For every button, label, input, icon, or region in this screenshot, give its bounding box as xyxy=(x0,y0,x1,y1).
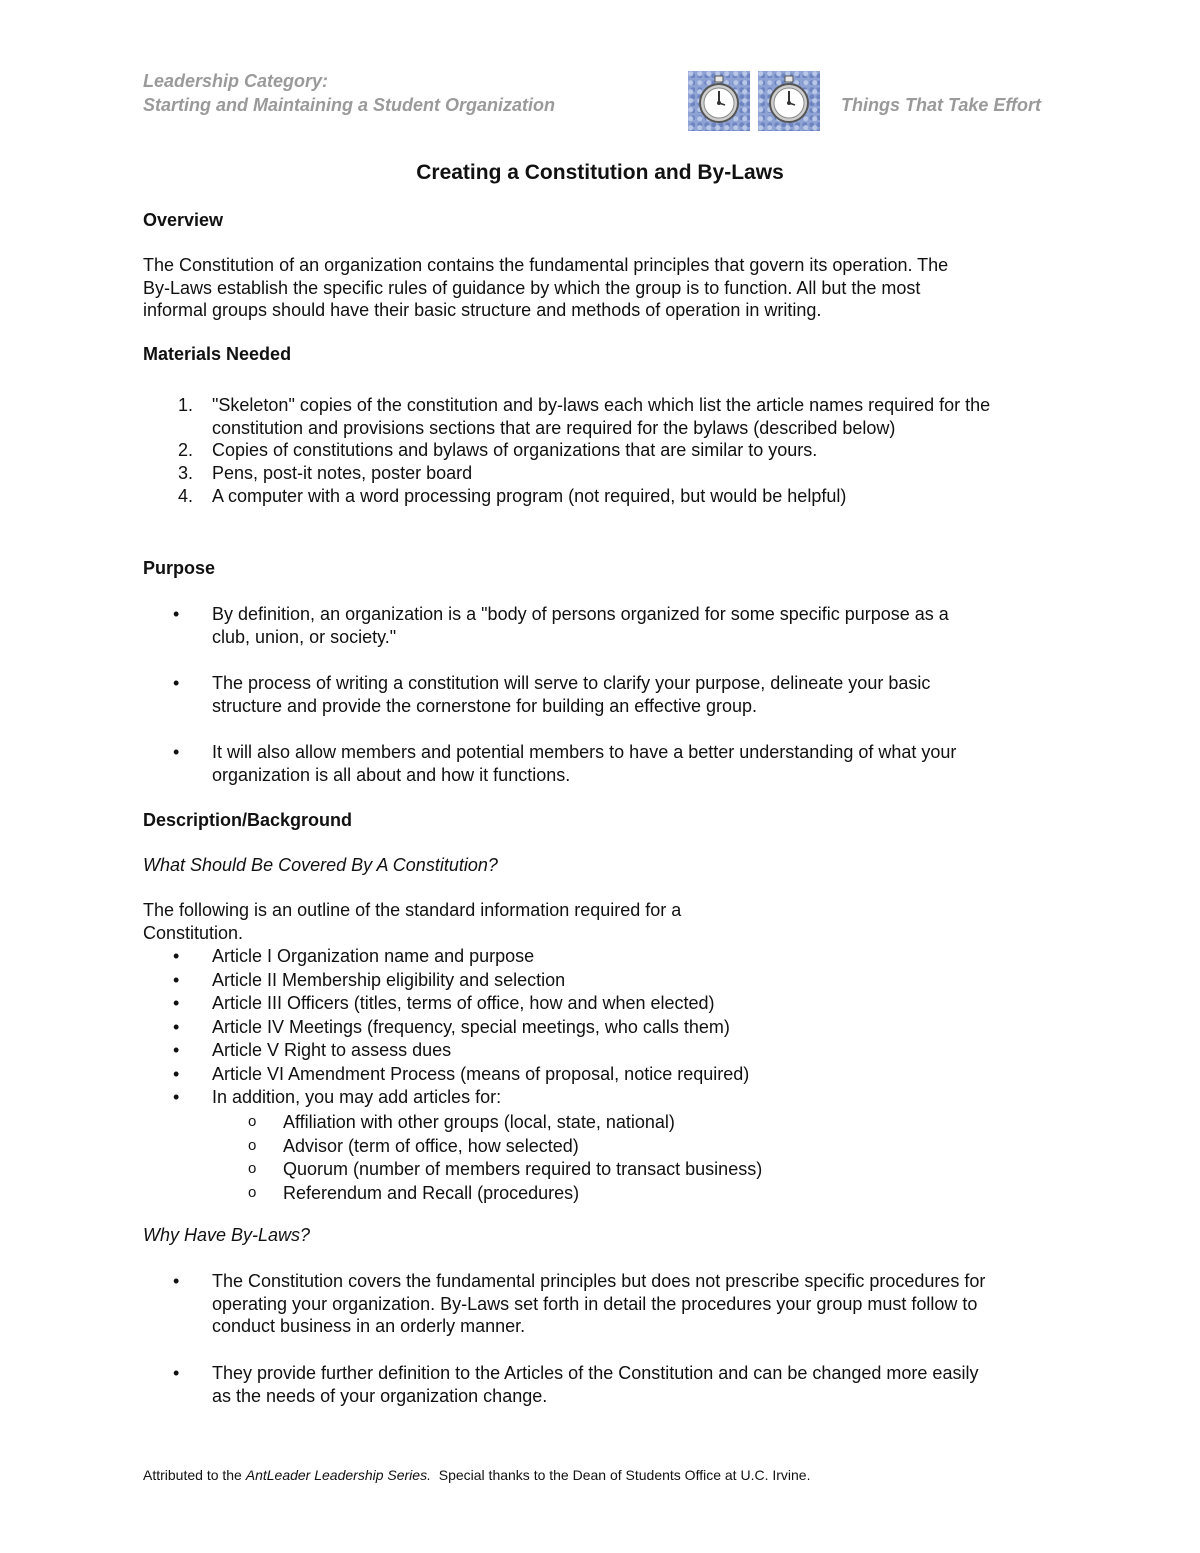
list-item-line: The Constitution covers the fundamental principles but does not prescribe specific procedures for xyxy=(212,1271,986,1291)
article-label: Article V Right to assess dues xyxy=(212,1040,452,1060)
optional-article-label: Advisor (term of office, how selected) xyxy=(283,1135,579,1156)
bullet-glyph: • xyxy=(173,993,180,1013)
intro-line: The following is an outline of the standard information required for a xyxy=(143,900,682,920)
header-subcategory: Starting and Maintaining a Student Organization xyxy=(143,95,556,115)
optional-article-label: Quorum (number of members required to transact business) xyxy=(283,1159,763,1179)
list-item xyxy=(173,672,930,717)
list-item-line: constitution and provisions sections that are required for the bylaws (described below) xyxy=(212,417,896,438)
list-item-line: Pens, post-it notes, poster board xyxy=(212,463,473,483)
list-item-line: Copies of constitutions and bylaws of organizations that are similar to yours. xyxy=(212,440,818,460)
stopwatch-icon xyxy=(688,71,750,131)
list-item-line: "Skeleton" copies of the constitution and by-laws each which list the article names required for the xyxy=(212,395,991,415)
list-item xyxy=(173,741,956,786)
list-item-line: The process of writing a constitution will serve to clarify your purpose, delineate your basic xyxy=(212,673,931,693)
bullet-glyph: • xyxy=(173,1363,180,1383)
overview-paragraph xyxy=(143,254,948,322)
list-item-line: conduct business in an orderly manner. xyxy=(212,1316,526,1336)
list-number: 4. xyxy=(177,486,193,506)
footer-series: AntLeader Leadership Series. xyxy=(245,1467,431,1483)
bullet-glyph: • xyxy=(173,1271,180,1291)
intro-line: Constitution. xyxy=(143,922,244,943)
stopwatch-icon xyxy=(758,71,820,131)
materials-heading: Materials Needed xyxy=(143,344,292,364)
list-item-line: structure and provide the cornerstone for building an effective group. xyxy=(212,695,758,716)
list-item xyxy=(248,1135,762,1158)
list-item xyxy=(173,1086,749,1109)
list-item xyxy=(173,992,749,1015)
list-item xyxy=(173,1016,749,1039)
article-label: Article II Membership eligibility and selection xyxy=(212,969,566,990)
optional-article-label: Affiliation with other groups (local, state, national) xyxy=(283,1112,675,1132)
article-label: Article VI Amendment Process (means of proposal, notice required) xyxy=(212,1063,750,1084)
sub-bullet-glyph: o xyxy=(248,1183,257,1201)
list-item xyxy=(173,1270,985,1338)
list-number: 3. xyxy=(177,463,193,483)
header-effort-label: Things That Take Effort xyxy=(841,95,1042,115)
constitution-intro xyxy=(143,899,681,944)
constitution-subheading: What Should Be Covered By A Constitution? xyxy=(143,855,498,875)
list-item xyxy=(248,1111,762,1134)
list-item xyxy=(173,1063,749,1086)
footer-prefix: Attributed to the xyxy=(143,1467,246,1483)
bullet-glyph: • xyxy=(173,742,180,762)
header-category: Leadership Category: xyxy=(143,71,329,91)
sub-bullet-glyph: o xyxy=(248,1160,257,1177)
list-item-line: A computer with a word processing program (not required, but would be helpful) xyxy=(212,486,847,506)
bullet-glyph: • xyxy=(173,604,180,624)
list-item xyxy=(248,1158,762,1181)
page-title: Creating a Constitution and By-Laws xyxy=(416,161,784,184)
list-item xyxy=(163,485,1083,508)
overview-line: By-Laws establish the specific rules of guidance by which the group is to function. All but the most xyxy=(143,277,921,298)
bylaws-subheading: Why Have By-Laws? xyxy=(143,1225,311,1245)
purpose-heading: Purpose xyxy=(143,558,216,578)
list-item xyxy=(248,1182,762,1205)
sub-bullet-glyph: o xyxy=(248,1136,257,1154)
bullet-glyph: • xyxy=(173,1087,180,1107)
overview-line: The Constitution of an organization contains the fundamental principles that govern its operation. The xyxy=(143,255,949,275)
bullet-glyph: • xyxy=(173,1063,180,1084)
overview-heading: Overview xyxy=(143,210,224,230)
bullet-glyph: • xyxy=(173,673,180,693)
article-label: Article IV Meetings (frequency, special meetings, who calls them) xyxy=(212,1016,730,1037)
list-item xyxy=(163,439,1083,462)
bullet-glyph: • xyxy=(173,946,180,966)
article-label: Article I Organization name and purpose xyxy=(212,946,535,966)
list-item xyxy=(173,1039,749,1062)
list-item xyxy=(163,462,1083,485)
overview-line: informal groups should have their basic structure and methods of operation in writing. xyxy=(143,300,822,320)
list-number: 1. xyxy=(177,395,193,415)
bullet-glyph: • xyxy=(173,1040,180,1060)
list-item-line: By definition, an organization is a "body of persons organized for some specific purpose as a xyxy=(212,604,949,624)
list-item xyxy=(173,1362,978,1407)
article-label: Article III Officers (titles, terms of office, how and when elected) xyxy=(212,993,715,1013)
footer-suffix: Special thanks to the Dean of Students Office at U.C. Irvine. xyxy=(430,1467,811,1483)
list-item-line: as the needs of your organization change. xyxy=(212,1385,548,1406)
optional-article-label: Referendum and Recall (procedures) xyxy=(283,1182,580,1203)
list-item xyxy=(173,603,949,648)
footer-attribution xyxy=(143,1467,810,1483)
list-item xyxy=(173,945,749,968)
article-label: In addition, you may add articles for: xyxy=(212,1087,502,1107)
optional-article-list xyxy=(248,1111,762,1204)
sub-bullet-glyph: o xyxy=(248,1113,257,1130)
article-list xyxy=(173,945,749,1109)
list-item-line: club, union, or society." xyxy=(212,626,397,647)
list-item-line: operating your organization. By-Laws set forth in detail the procedures your group must follow to xyxy=(212,1293,978,1314)
list-item-line: organization is all about and how it functions. xyxy=(212,764,571,785)
list-number: 2. xyxy=(177,440,193,460)
description-heading: Description/Background xyxy=(143,810,353,830)
list-item-line: They provide further definition to the Articles of the Constitution and can be changed more easily xyxy=(212,1363,979,1383)
list-item xyxy=(173,969,749,992)
list-item-line: It will also allow members and potential members to have a better understanding of what your xyxy=(212,742,957,762)
bullet-glyph: • xyxy=(173,969,180,990)
bullet-glyph: • xyxy=(173,1016,180,1037)
list-item xyxy=(163,394,1083,439)
